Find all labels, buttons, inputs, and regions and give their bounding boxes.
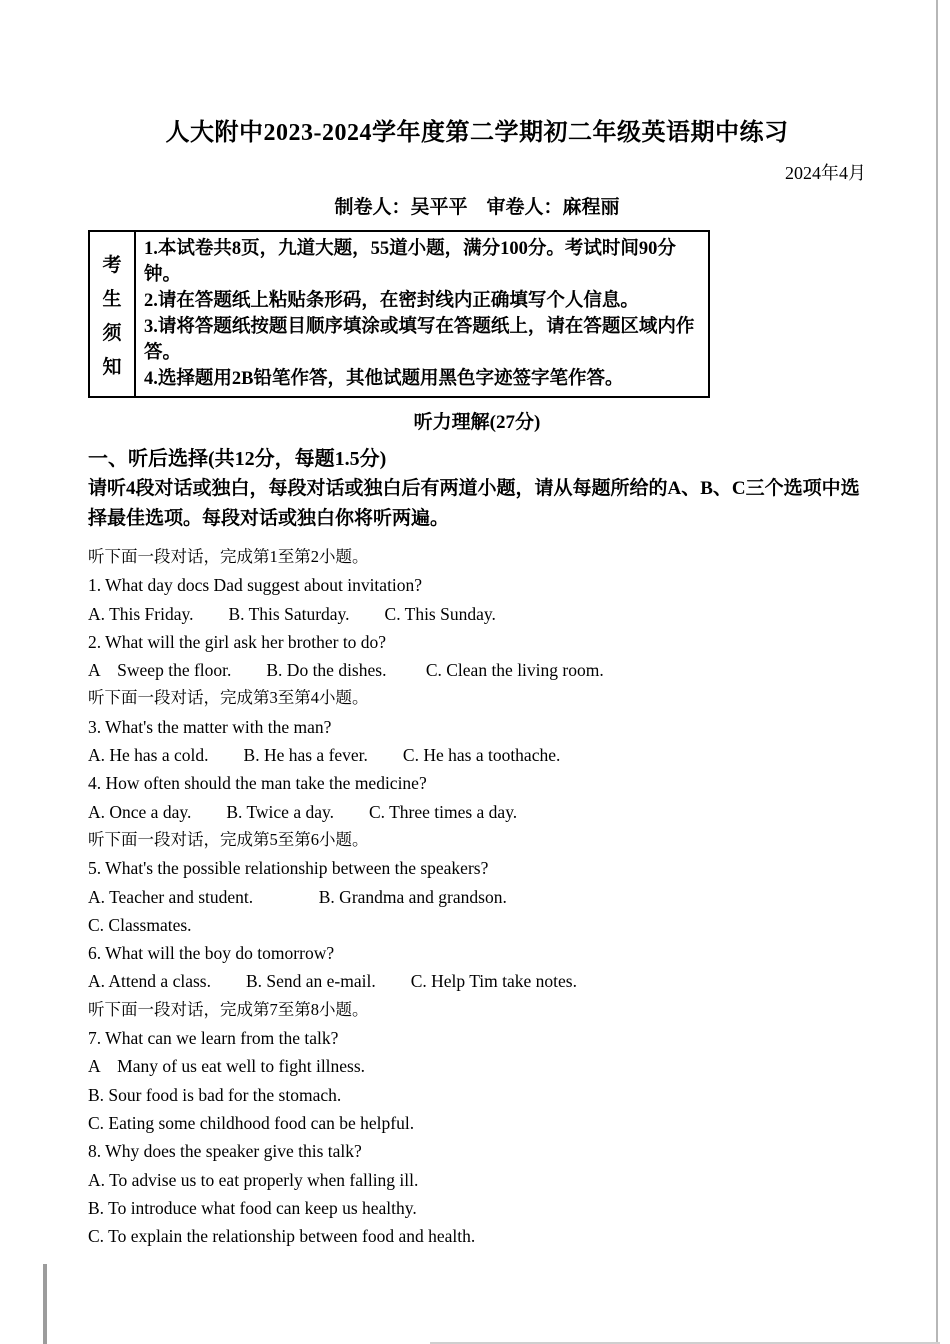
notice-item: 1.本试卷共8页，九道大题，55道小题，满分100分。考试时间90分钟。 (144, 239, 676, 285)
question-line: 3. What's the matter with the man? (88, 716, 332, 737)
dialog-hint-line: 听下面一段对话，完成第3至第4小题。 (88, 688, 369, 708)
question-line: 4. How often should the man take the medicine? (88, 773, 427, 794)
part-one-title: 一、听后选择(共12分，每题1.5分) (88, 448, 387, 470)
paper-setters: 制卷人：吴平平 审卷人：麻程丽 (334, 197, 620, 218)
notice-label-char: 知 (102, 356, 122, 378)
dialog-hint-line: 听下面一段对话，完成第1至第2小题。 (88, 547, 369, 566)
options-line: A. He has a cold. B. He has a fever. C. He has a toothache. (88, 745, 561, 766)
notice-label-char: 考 (102, 254, 122, 276)
dialog-hint-line: 听下面一段对话，完成第5至第6小题。 (88, 829, 369, 849)
question-line: 1. What day docs Dad suggest about invitation? (88, 575, 423, 596)
notice-vertical-label (90, 232, 136, 396)
notice-label-char: 须 (102, 322, 122, 344)
exam-date: 2024年4月 (785, 163, 866, 183)
part-one-instructions: 请听4段对话或独白，每段对话或独白后有两道小题，请从每题所给的A、B、C三个选项中选择最佳选项。每段对话或独白你将听两遍。 (88, 478, 860, 529)
examinee-notice-box (88, 230, 710, 398)
options-line: A. Attend a class. B. Send an e-mail. C. Help Tim take notes. (88, 971, 577, 992)
notice-label-char: 生 (102, 288, 122, 310)
options-line: A Many of us eat well to fight illness. (88, 1056, 366, 1077)
scan-edge-artifact (43, 1264, 47, 1344)
options-line: C. To explain the relationship between food and health. (88, 1226, 476, 1247)
options-line: A Sweep the floor. B. Do the dishes. C. Clean the living room. (88, 660, 604, 681)
notice-items (136, 232, 708, 396)
scan-edge-artifact (936, 0, 938, 1344)
options-line: B. Sour food is bad for the stomach. (88, 1084, 342, 1105)
options-line: A. Teacher and student. B. Grandma and grandson. (88, 886, 507, 907)
options-line: A. This Friday. B. This Saturday. C. This Sunday. (88, 603, 496, 624)
page-content (0, 112, 950, 1250)
dialog-hint-line: 听下面一段对话，完成第7至第8小题。 (88, 999, 369, 1019)
question-lines (88, 543, 866, 1250)
options-line: C. Classmates. (88, 914, 192, 935)
options-line: B. To introduce what food can keep us healthy. (88, 1197, 417, 1218)
page-title: 人大附中2023-2024学年度第二学期初二年级英语期中练习 (165, 120, 789, 146)
listening-section-title: 听力理解(27分) (413, 412, 541, 433)
notice-item: 4.选择题用2B铅笔作答，其他试题用黑色字迹签字笔作答。 (144, 369, 624, 389)
options-line: A. Once a day. B. Twice a day. C. Three times a day. (88, 801, 518, 822)
question-line: 6. What will the boy do tomorrow? (88, 943, 335, 964)
notice-item: 3.请将答题纸按题目顺序填涂或填写在答题纸上，请在答题区域内作答。 (144, 317, 695, 363)
question-line: 2. What will the girl ask her brother to do? (88, 631, 387, 652)
notice-item: 2.请在答题纸上粘贴条形码，在密封线内正确填写个人信息。 (144, 291, 639, 311)
options-line: C. Eating some childhood food can be helpful. (88, 1112, 415, 1133)
options-line: A. To advise us to eat properly when falling ill. (88, 1169, 419, 1190)
question-line: 8. Why does the speaker give this talk? (88, 1141, 362, 1162)
question-line: 5. What's the possible relationship between the speakers? (88, 858, 489, 879)
question-line: 7. What can we learn from the talk? (88, 1028, 339, 1049)
